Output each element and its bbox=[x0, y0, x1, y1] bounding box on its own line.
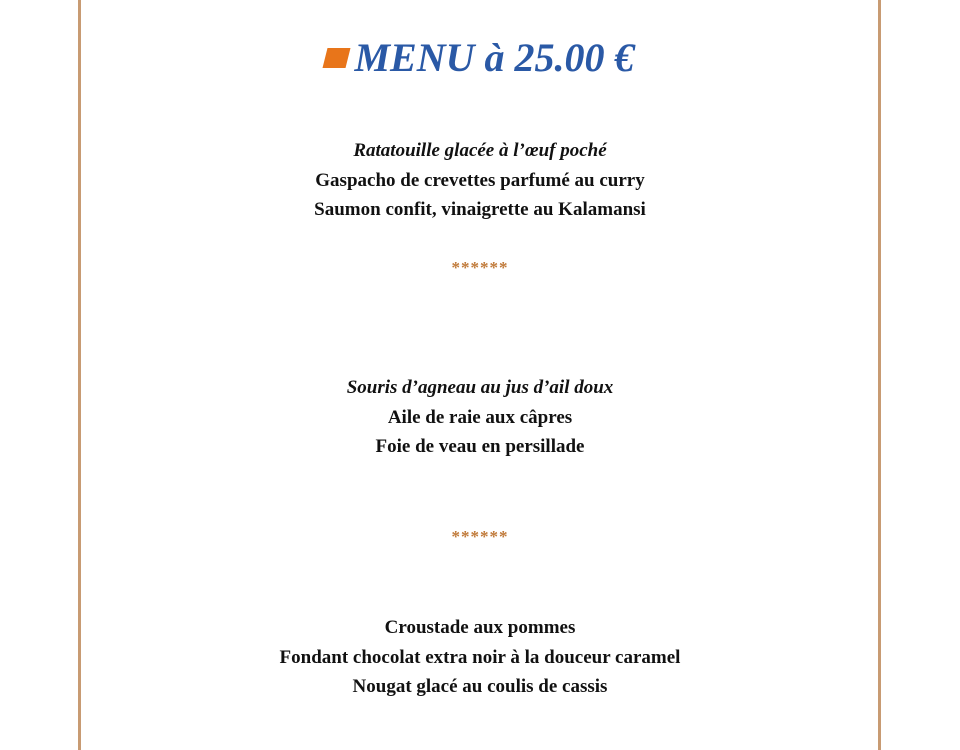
main-item: Souris d’agneau au jus d’ail doux bbox=[346, 377, 614, 398]
dessert-item: Fondant chocolat extra noir à la douceur caramel bbox=[279, 646, 681, 668]
starters-section bbox=[0, 136, 960, 225]
menu-title bbox=[0, 34, 960, 82]
main-item: Foie de veau en persillade bbox=[375, 436, 585, 457]
main-item: Aile de raie aux câpres bbox=[387, 406, 573, 428]
starter-item: Ratatouille glacée à l’œuf poché bbox=[353, 140, 607, 161]
starter-item: Gaspacho de crevettes parfumé au curry bbox=[315, 169, 645, 191]
separator-1: ****** bbox=[451, 258, 509, 277]
dessert-item: Croustade aux pommes bbox=[384, 617, 576, 638]
menu-title-text: MENU à 25.00 € bbox=[354, 35, 635, 80]
dessert-item: Nougat glacé au coulis de cassis bbox=[352, 676, 608, 697]
square-bullet-icon bbox=[323, 48, 351, 68]
desserts-section bbox=[0, 613, 960, 702]
mains-section bbox=[0, 373, 960, 462]
starter-item: Saumon confit, vinaigrette au Kalamansi bbox=[314, 199, 646, 220]
separator-2: ****** bbox=[451, 527, 509, 546]
